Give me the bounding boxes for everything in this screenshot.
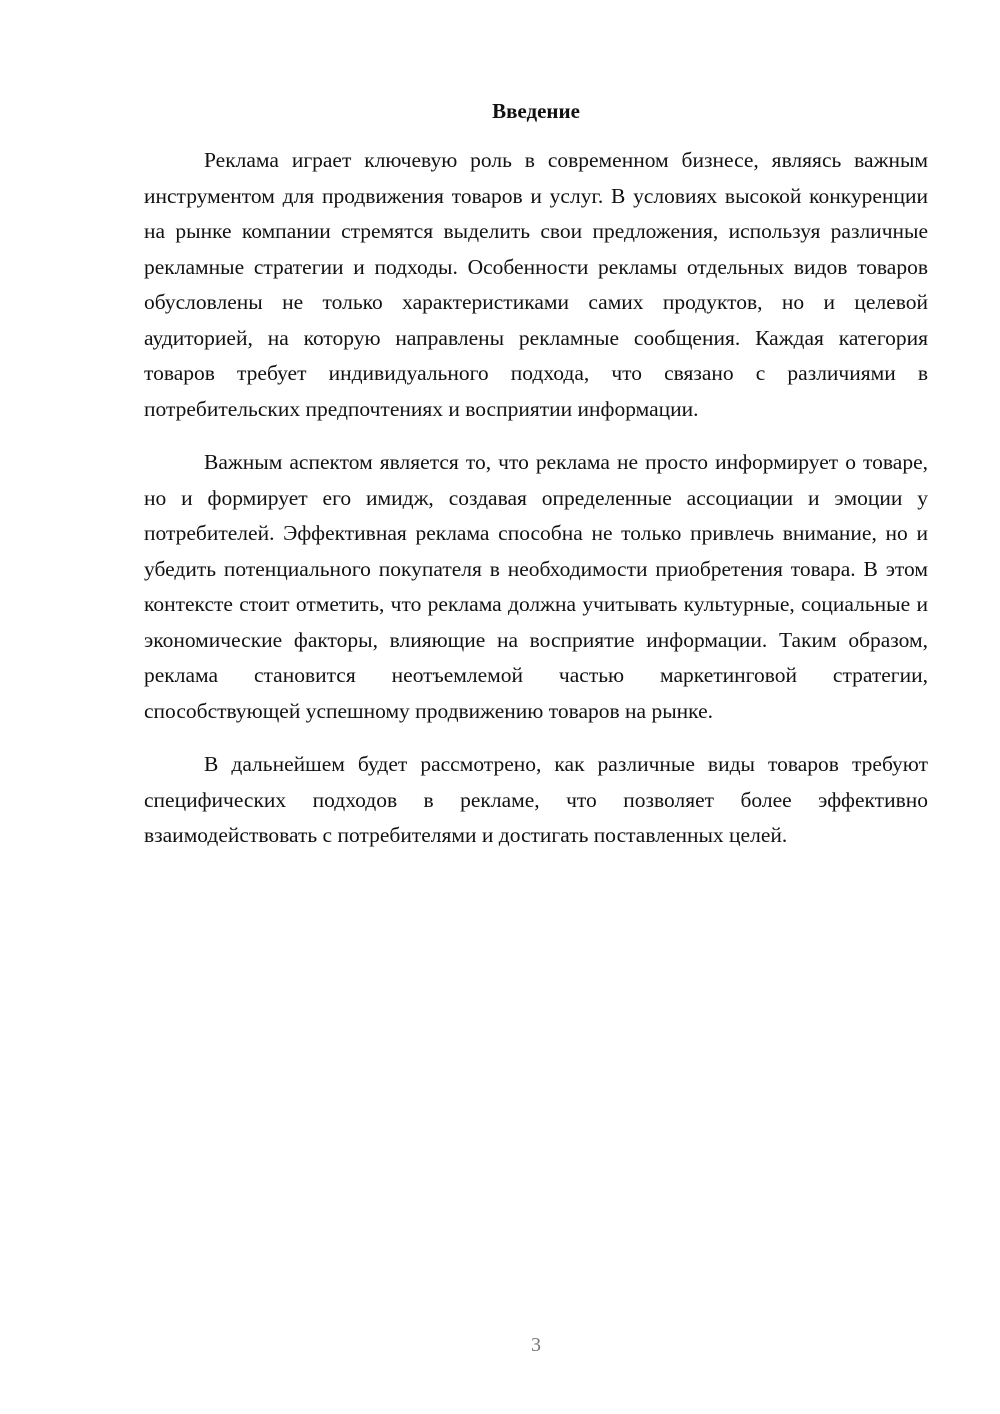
body-text (144, 143, 928, 872)
page-number: 3 (531, 1334, 541, 1356)
paragraph-1: Реклама играет ключевую роль в современном бизнесе, являясь важным инструментом для продвижения товаров и услуг. В условиях высокой конкуренции на рынке компании стремятся выделить свои предложения, используя различные рекламные стратегии и подходы. Особенности рекламы отдельных видов товаров обусловлены не только характеристиками самих продуктов, но и целевой аудиторией, на которую направлены рекламные сообщения. Каждая категория товаров требует индивидуального подхода, что связано с различиями в потребительских предпочтениях и восприятии информации. (144, 148, 928, 421)
paragraph-2: Важным аспектом является то, что реклама не просто информирует о товаре, но и формирует его имидж, создавая определенные ассоциации и эмоции у потребителей. Эффективная реклама способна не только привлечь внимание, но и убедить потенциального покупателя в необходимости приобретения товара. В этом контексте стоит отметить, что реклама должна учитывать культурные, социальные и экономические факторы, влияющие на восприятие информации. Таким образом, реклама становится неотъемлемой частью маркетинговой стратегии, способствующей успешному продвижению товаров на рынке. (144, 450, 928, 723)
section-heading: Введение (492, 99, 580, 123)
paragraph-3: В дальнейшем будет рассмотрено, как различные виды товаров требуют специфических подходов в рекламе, что позволяет более эффективно взаимодействовать с потребителями и достигать поставленных целей. (144, 752, 928, 847)
